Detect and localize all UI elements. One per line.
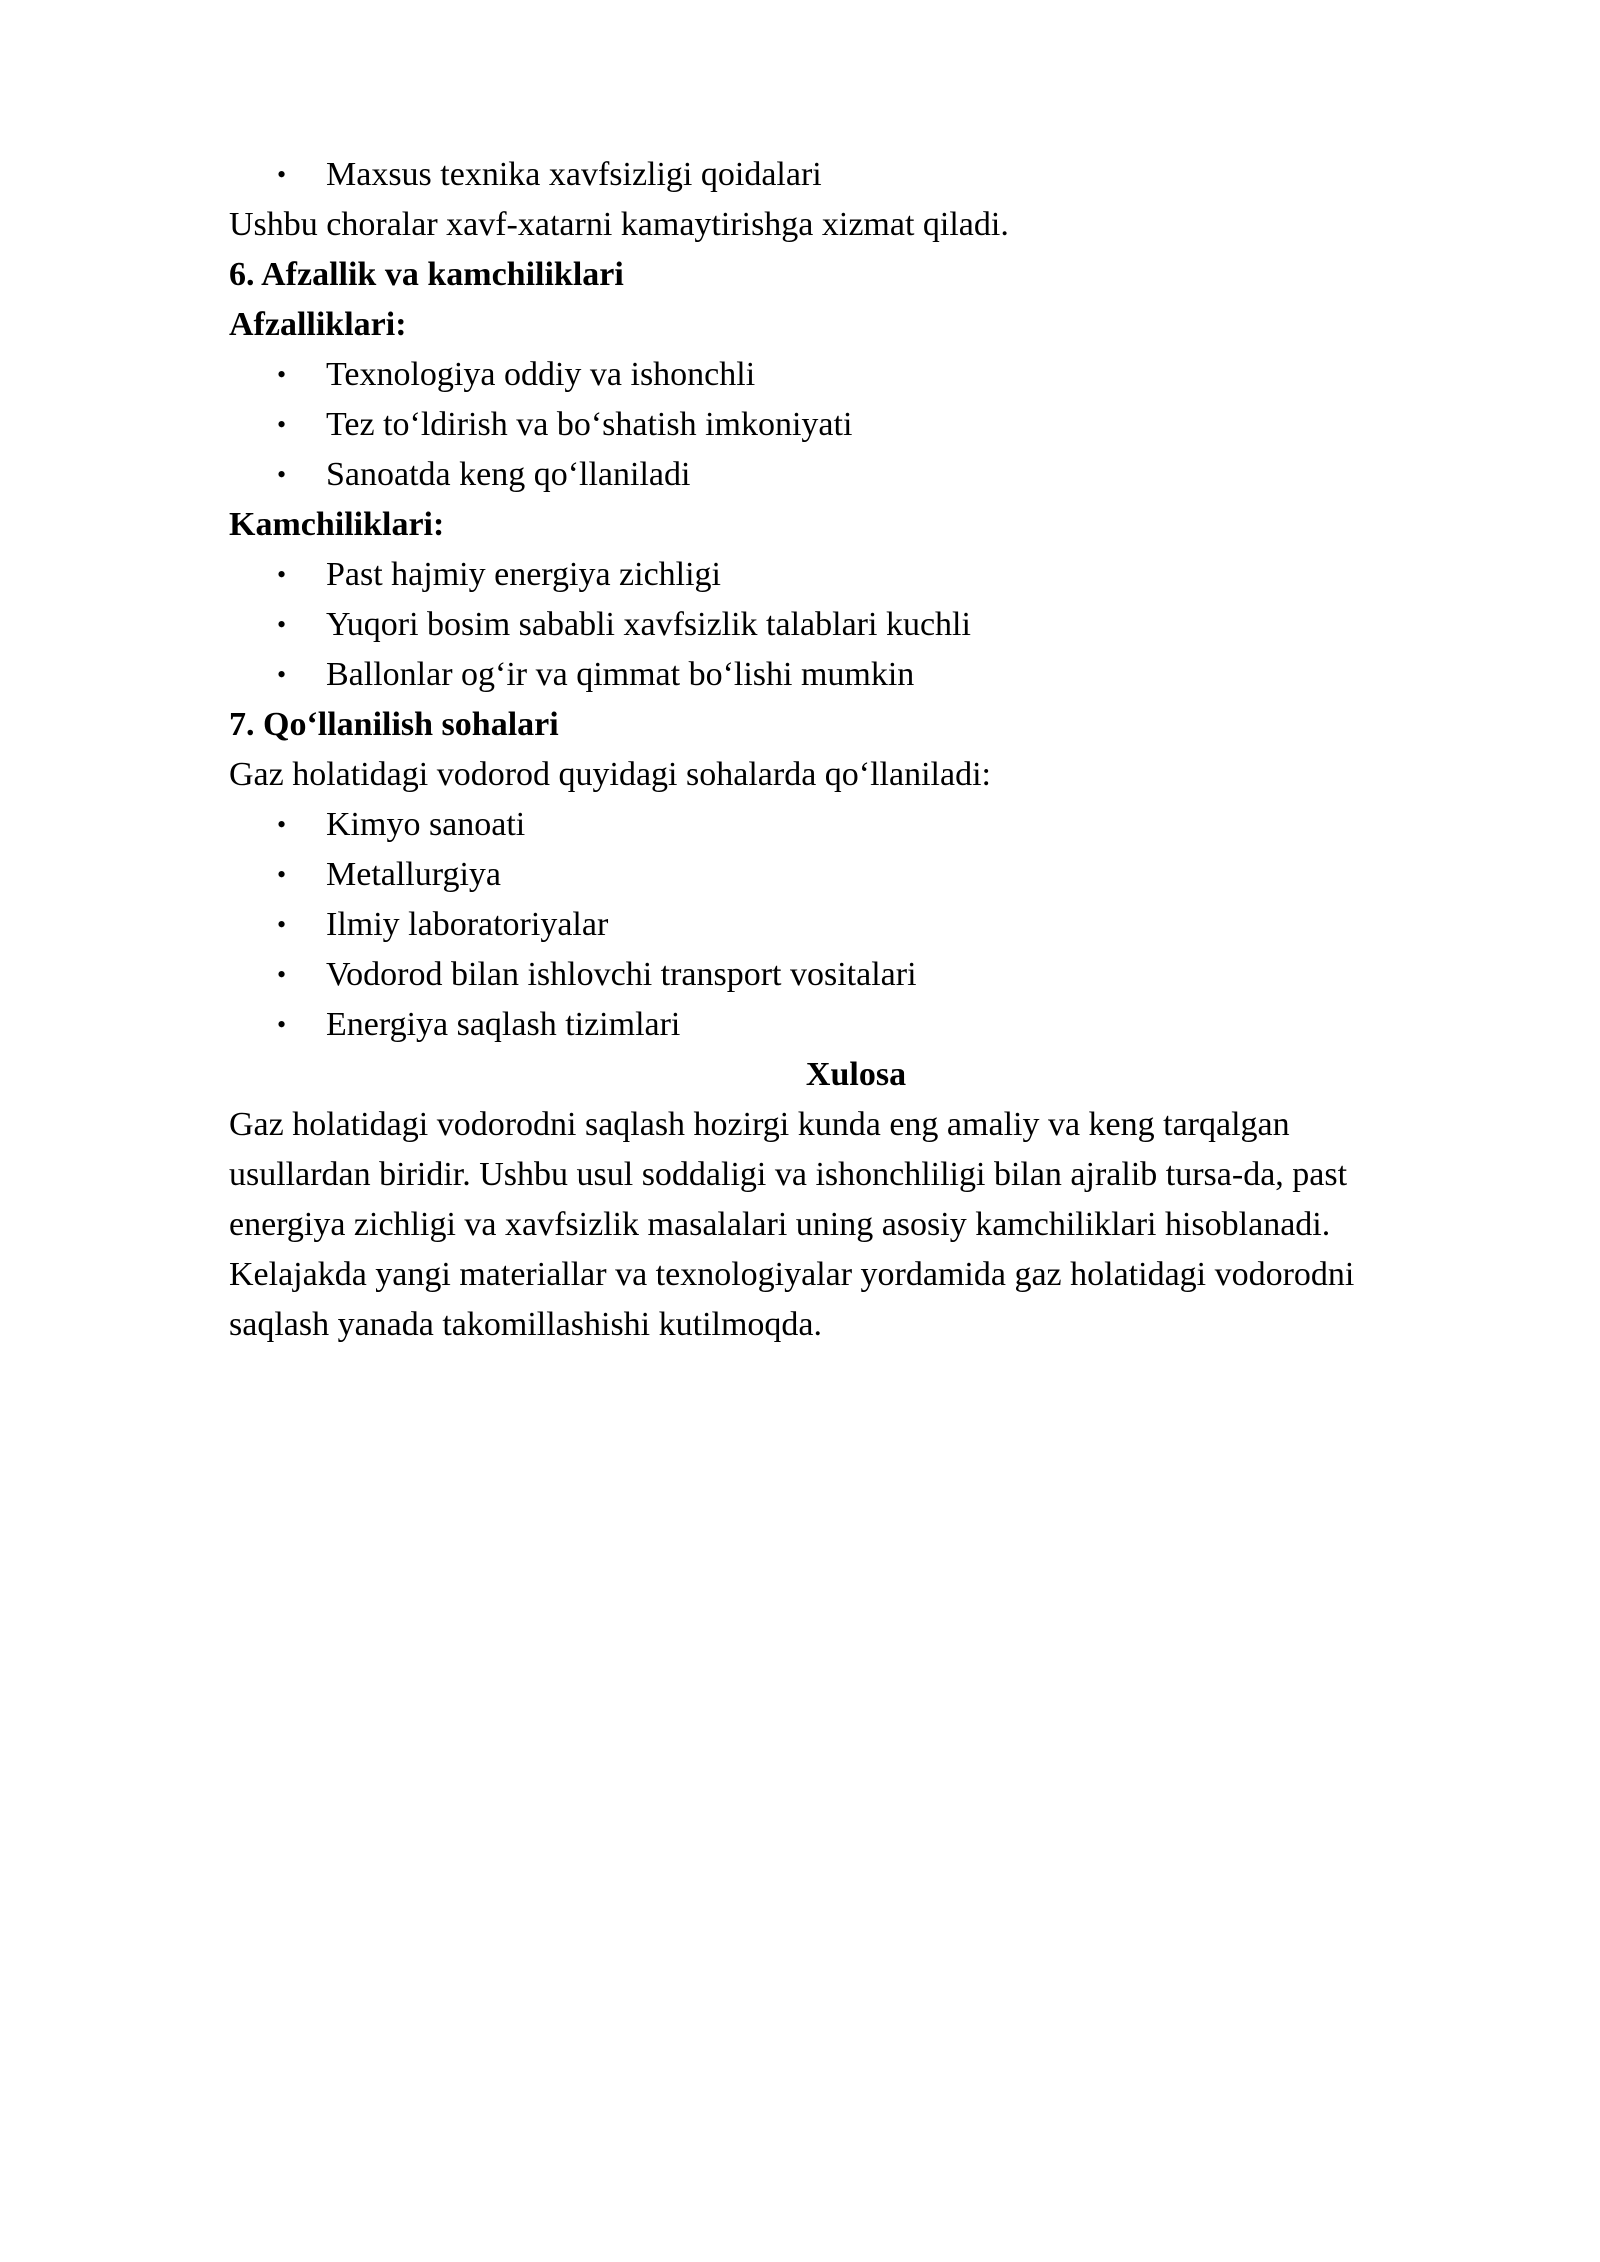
safety-measures-list	[229, 150, 1479, 200]
conclusion-paragraph	[229, 1100, 1479, 1350]
list-item-text: Maxsus texnika xavfsizligi qoidalari	[326, 156, 822, 193]
conclusion-line: usullardan biridir. Ushbu usul soddaligi va ishonchliligi bilan ajralib tursa-da, past	[229, 1156, 1348, 1193]
list-item	[229, 900, 1479, 950]
conclusion-line: energiya zichligi va xavfsizlik masalalari uning asosiy kamchiliklari hisoblanadi.	[229, 1206, 1331, 1243]
bullet-icon: •	[277, 160, 287, 189]
list-item-text: Ilmiy laboratoriyalar	[326, 906, 609, 943]
list-item	[229, 350, 1479, 400]
bullet-icon: •	[277, 560, 287, 589]
bullet-icon: •	[277, 910, 287, 939]
bullet-icon: •	[277, 410, 287, 439]
bullet-icon: •	[277, 660, 287, 689]
list-item-text: Sanoatda keng qo‘llaniladi	[326, 456, 691, 493]
list-item-text: Yuqori bosim sababli xavfsizlik talablari kuchli	[326, 606, 971, 643]
measures-summary: Ushbu choralar xavf-xatarni kamaytirishga xizmat qiladi.	[229, 206, 1009, 243]
bullet-icon: •	[277, 360, 287, 389]
applications-list	[229, 800, 1479, 1050]
list-item-text: Kimyo sanoati	[326, 806, 526, 843]
list-item	[229, 400, 1479, 450]
list-item	[229, 550, 1479, 600]
list-item-text: Energiya saqlash tizimlari	[326, 1006, 681, 1043]
section-7-heading: 7. Qo‘llanilish sohalari	[229, 706, 559, 743]
conclusion-line: Kelajakda yangi materiallar va texnologiyalar yordamida gaz holatidagi vodorodni	[229, 1256, 1355, 1293]
bullet-icon: •	[277, 810, 287, 839]
section-6-heading: 6. Afzallik va kamchiliklari	[229, 256, 624, 293]
bullet-icon: •	[277, 960, 287, 989]
bullet-icon: •	[277, 860, 287, 889]
list-item	[229, 800, 1479, 850]
disadvantages-heading: Kamchiliklari:	[229, 506, 445, 543]
bullet-icon: •	[277, 610, 287, 639]
disadvantages-list	[229, 550, 1479, 700]
list-item	[229, 850, 1479, 900]
conclusion-heading: Xulosa	[805, 1056, 907, 1093]
conclusion-line: Gaz holatidagi vodorodni saqlash hozirgi kunda eng amaliy va keng tarqalgan	[229, 1106, 1290, 1143]
list-item	[229, 150, 1479, 200]
advantages-heading: Afzalliklari:	[229, 306, 407, 343]
list-item-text: Tez to‘ldirish va bo‘shatish imkoniyati	[326, 406, 853, 443]
list-item	[229, 450, 1479, 500]
list-item-text: Vodorod bilan ishlovchi transport vositalari	[326, 956, 917, 993]
list-item-text: Past hajmiy energiya zichligi	[326, 556, 722, 593]
list-item	[229, 650, 1479, 700]
list-item-text: Texnologiya oddiy va ishonchli	[326, 356, 756, 393]
bullet-icon: •	[277, 1010, 287, 1039]
section-7-intro: Gaz holatidagi vodorod quyidagi sohalarda qo‘llaniladi:	[229, 756, 991, 793]
list-item-text: Ballonlar og‘ir va qimmat bo‘lishi mumkin	[326, 656, 915, 693]
list-item	[229, 1000, 1479, 1050]
list-item-text: Metallurgiya	[326, 856, 501, 893]
conclusion-line: saqlash yanada takomillashishi kutilmoqda.	[229, 1306, 823, 1343]
bullet-icon: •	[277, 460, 287, 489]
list-item	[229, 950, 1479, 1000]
list-item	[229, 600, 1479, 650]
advantages-list	[229, 350, 1479, 500]
document-page	[229, 150, 1479, 1350]
